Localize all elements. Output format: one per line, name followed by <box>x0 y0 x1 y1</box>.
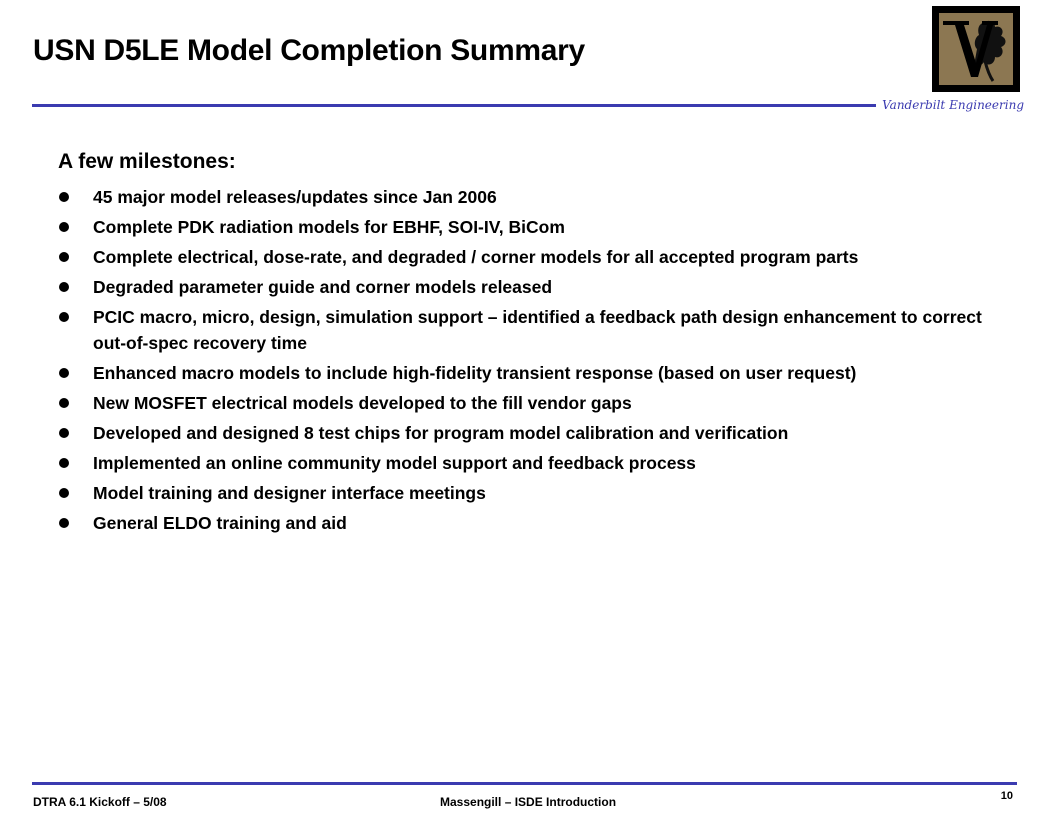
list-item <box>58 510 998 536</box>
bullet-icon <box>59 458 69 468</box>
list-item-text: Complete electrical, dose-rate, and degraded / corner models for all accepted program parts <box>93 247 859 267</box>
list-item <box>58 360 998 386</box>
bullet-icon <box>59 428 69 438</box>
slide-content <box>58 150 998 540</box>
list-item <box>58 480 998 506</box>
bullet-icon <box>59 368 69 378</box>
bottom-rule <box>32 782 1017 785</box>
list-item <box>58 304 998 356</box>
list-item <box>58 390 998 416</box>
list-item-text: Implemented an online community model support and feedback process <box>93 453 696 473</box>
oak-leaf-v-icon <box>935 9 1017 89</box>
bullet-icon <box>59 192 69 202</box>
list-item-text: PCIC macro, micro, design, simulation support – identified a feedback path design enhancement to correct out-of-spec recovery time <box>93 307 982 353</box>
list-item <box>58 274 998 300</box>
bullet-icon <box>59 222 69 232</box>
list-item <box>58 450 998 476</box>
list-item <box>58 244 998 270</box>
slide-title: USN D5LE Model Completion Summary <box>33 34 585 67</box>
list-item-text: Developed and designed 8 test chips for program model calibration and verification <box>93 423 789 443</box>
section-heading: A few milestones: <box>58 150 236 173</box>
list-item <box>58 420 998 446</box>
bullet-icon <box>59 252 69 262</box>
affiliation-text: Vanderbilt Engineering <box>882 98 1024 112</box>
list-item-text: Complete PDK radiation models for EBHF, SOI-IV, BiCom <box>93 217 565 237</box>
page-number: 10 <box>1000 790 1013 802</box>
bullet-icon <box>59 312 69 322</box>
bullet-icon <box>59 282 69 292</box>
list-item-text: New MOSFET electrical models developed to the fill vendor gaps <box>93 393 632 413</box>
list-item-text: Degraded parameter guide and corner models released <box>93 277 553 297</box>
list-item-text: Enhanced macro models to include high-fidelity transient response (based on user request) <box>93 363 857 383</box>
footer-event: DTRA 6.1 Kickoff – 5/08 <box>33 795 167 809</box>
list-item-text: General ELDO training and aid <box>93 513 347 533</box>
milestone-list <box>58 184 998 536</box>
bullet-icon <box>59 398 69 408</box>
bullet-icon <box>59 488 69 498</box>
list-item-text: 45 major model releases/updates since Jan 2006 <box>93 187 497 207</box>
list-item-text: Model training and designer interface meetings <box>93 483 486 503</box>
vanderbilt-logo <box>932 6 1020 92</box>
footer-presenter: Massengill – ISDE Introduction <box>440 795 617 809</box>
list-item <box>58 184 998 210</box>
top-rule <box>32 104 876 107</box>
list-item <box>58 214 998 240</box>
bullet-icon <box>59 518 69 528</box>
